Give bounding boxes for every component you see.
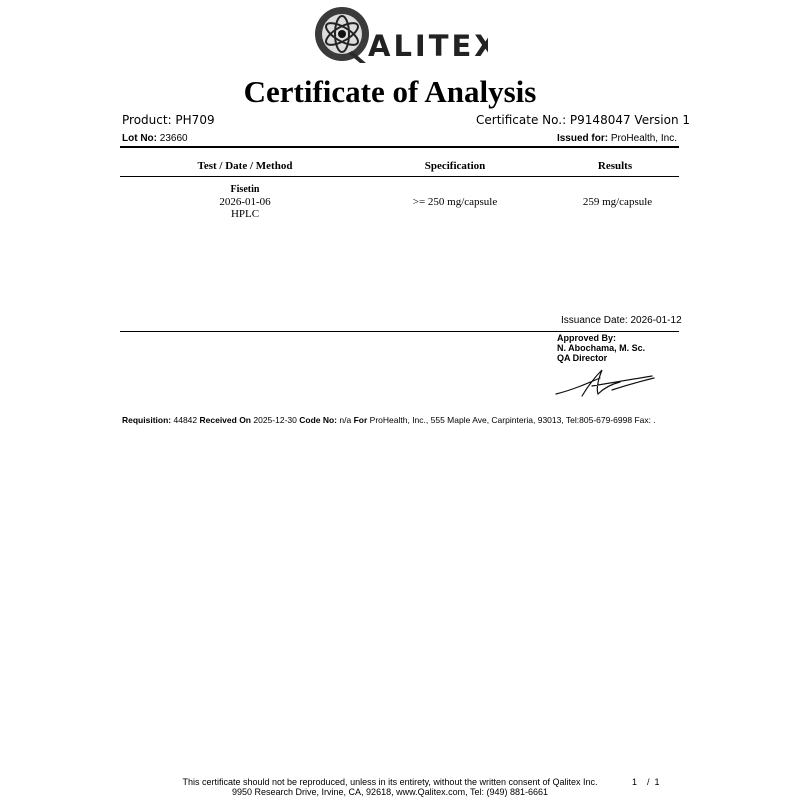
lot-number-value: 23660: [159, 133, 188, 144]
footer-address: 9950 Research Drive, Irvine, CA, 92618, www.Qalitex.com, Tel: (949) 881-6661: [232, 787, 548, 797]
test-date: 2026-01-06: [219, 196, 271, 208]
atom-logo-icon: [308, 3, 488, 65]
footer: [150, 777, 630, 797]
product-label: Product: PH709: [122, 113, 215, 127]
approval-block: [557, 333, 645, 363]
lot-number: [122, 133, 188, 144]
signature-image: [552, 366, 662, 400]
column-header-test: Test / Date / Method: [197, 160, 293, 172]
for-value: ProHealth, Inc., 555 Maple Ave, Carpinteria, 93013, Tel:805-679-6998 Fax: .: [369, 415, 656, 425]
document-title: Certificate of Analysis: [243, 74, 537, 109]
page-number: 1 / 1: [632, 777, 660, 787]
lot-number-label: Lot No:: [122, 133, 157, 144]
code-label: Code No:: [299, 415, 338, 425]
code-value: n/a: [339, 415, 352, 425]
table-row-test: [180, 184, 310, 220]
for-label: For: [353, 415, 368, 425]
requisition-label: Requisition:: [122, 415, 172, 425]
test-method: HPLC: [230, 208, 260, 220]
company-logo: [308, 3, 488, 65]
table-header-divider: [120, 176, 679, 177]
header-divider: [120, 146, 679, 148]
test-name: Fisetin: [230, 184, 260, 195]
approver-role: QA Director: [557, 353, 608, 363]
received-value: 2025-12-30: [253, 415, 297, 425]
table-row-result: 259 mg/capsule: [582, 196, 653, 208]
column-header-results: Results: [597, 160, 633, 172]
issuance-divider: [120, 331, 679, 332]
requisition-line: [122, 415, 656, 425]
column-header-specification: Specification: [424, 160, 486, 172]
requisition-value: 44842: [173, 415, 198, 425]
issued-for: [557, 133, 677, 144]
issued-for-label: Issued for:: [556, 133, 609, 144]
logo-wordmark: ALITEX: [368, 29, 488, 63]
table-row-specification: >= 250 mg/capsule: [412, 196, 498, 208]
footer-disclaimer: This certificate should not be reproduced, unless in its entirety, without the written consent of Qalitex Inc.: [182, 777, 598, 787]
received-label: Received On: [199, 415, 251, 425]
approver-name: N. Abochama, M. Sc.: [557, 343, 646, 353]
issued-for-value: ProHealth, Inc.: [610, 133, 677, 144]
approval-label: Approved By:: [557, 333, 617, 343]
certificate-number: Certificate No.: P9148047 Version 1: [476, 113, 690, 127]
issuance-date: Issuance Date: 2026-01-12: [561, 315, 682, 326]
